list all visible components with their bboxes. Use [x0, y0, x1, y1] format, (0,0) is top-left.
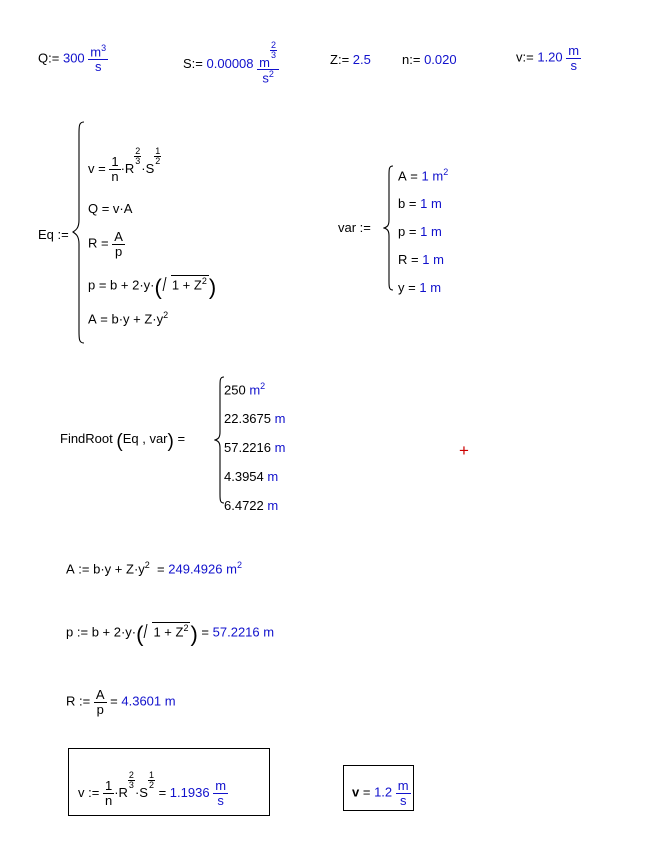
unit-numerator: m [90, 44, 102, 60]
unit-numerator: m [215, 778, 227, 794]
result-unit: m [274, 411, 286, 427]
var-op: = [410, 168, 418, 184]
result-value: 22.3675 [224, 411, 271, 427]
boxed-result-value: 1.1936 [169, 784, 210, 800]
findroot-result-item[interactable] [224, 381, 285, 397]
boxed-check-value: 1.2 [374, 784, 393, 800]
result-unit: m [249, 382, 261, 398]
var-guess-p[interactable] [398, 224, 448, 239]
result-A[interactable]: A := $b\cdot y + Z\cdot y^2 = 249.4926$ $m^2$ [66, 560, 242, 577]
result-value: 4.3601 [121, 693, 162, 709]
boxed-result-unit [213, 779, 228, 807]
boxed-check-name: v [352, 784, 360, 800]
var-op: = [411, 252, 419, 268]
result-unit: m [164, 693, 176, 709]
var-unit: m [433, 252, 444, 268]
definition-Q-name: Q [38, 50, 49, 66]
result-p[interactable]: p := b + 2·y·( $1 + Z^2) = 57.2216$ m [66, 621, 275, 647]
definition-v-op: := [522, 49, 534, 65]
result-op: := [78, 561, 90, 577]
definition-n-name: n [402, 52, 410, 67]
result-unit-exponent: 2 [236, 560, 242, 570]
var-guess-A[interactable] [398, 167, 448, 183]
result-equals: = [201, 624, 210, 640]
findroot-args: Eq , var [122, 431, 168, 446]
var-op: = [408, 280, 416, 296]
var-value: 1 [419, 280, 427, 296]
equation-block-brace [72, 120, 86, 345]
var-value: 1 [422, 252, 430, 268]
findroot-results [224, 381, 285, 522]
definition-S-op: := [191, 56, 203, 72]
equation-item-A[interactable]: $A = b\cdot y + Z\cdot y^2$ [88, 310, 169, 327]
var-block-label: var := [338, 220, 371, 235]
findroot-result-item[interactable] [224, 411, 285, 426]
unit-denominator-exponent: 2 [268, 69, 274, 80]
var-value: 1 [420, 196, 428, 212]
boxed-result-op: := [88, 784, 100, 800]
definition-v-unit [566, 44, 581, 72]
unit-numerator: m [397, 778, 409, 793]
findroot-result-item[interactable] [224, 440, 285, 455]
result-R[interactable]: R := $\frac{A}{p}$ = 4.3601 m [66, 687, 176, 717]
equation-item-R[interactable]: R = $\frac{A}{p}$ [88, 229, 123, 260]
boxed-result-equals: = [158, 784, 167, 800]
definition-S-name: S [183, 56, 192, 72]
equation-item-v[interactable]: v = $\frac{1}{n}$ ·R $\frac{2}{3}$ ·S $\frac{1}{2}$ [88, 146, 161, 184]
result-op: := [76, 624, 89, 640]
var-unit: m [430, 224, 442, 240]
cursor-crosshair: + [459, 441, 469, 460]
definition-v[interactable] [516, 44, 581, 72]
unit-denominator: s [570, 57, 577, 73]
definition-n-value: 0.020 [424, 52, 457, 67]
result-equals: = [157, 561, 165, 577]
var-name: A [398, 168, 407, 184]
unit-denominator: s [217, 792, 224, 808]
findroot-result-item[interactable] [224, 469, 285, 484]
definition-Q[interactable] [38, 44, 108, 74]
unit-denominator: s [94, 58, 102, 74]
var-value: 1 [420, 224, 428, 240]
definition-Q-unit [88, 44, 108, 74]
unit-numerator: m [259, 54, 270, 70]
boxed-check[interactable] [352, 779, 411, 807]
var-guess-list [398, 167, 448, 304]
boxed-result[interactable]: v := $\frac{1}{n}$ ·R $\frac{2}{3}$ ·S $\frac{1}{2}$ = 1.1936 $\frac{m}{s}$ [78, 770, 227, 808]
result-value: 6.4722 [224, 498, 264, 514]
definition-n[interactable] [402, 52, 457, 67]
result-name: A [66, 561, 75, 577]
var-op: = [408, 196, 417, 212]
findroot-expression[interactable]: FindRoot (Eq , var) = [60, 431, 186, 452]
definition-Q-op: := [48, 50, 60, 66]
unit-numerator-exponent: 3 [101, 43, 107, 53]
result-unit-exponent: 2 [260, 381, 266, 391]
boxed-check-op: = [362, 784, 371, 800]
result-value: 57.2216 [212, 624, 260, 640]
definition-Q-value: 300 [62, 50, 85, 66]
var-block-brace [383, 164, 395, 292]
var-name: p [398, 224, 406, 240]
var-unit: m [430, 280, 442, 296]
result-value: 4.3954 [224, 469, 264, 485]
equation-list [88, 146, 217, 335]
result-value: 57.2216 [224, 440, 271, 456]
unit-denominator: s [399, 792, 407, 808]
result-value: 250 [224, 382, 246, 398]
result-unit: m [226, 561, 237, 577]
var-name: b [398, 196, 406, 212]
definition-S-unit: m $\frac{2}{3}$ $s^2$ [257, 44, 279, 85]
var-op: = [408, 224, 417, 240]
var-unit-exponent: 2 [443, 167, 449, 177]
var-unit: m [432, 168, 444, 184]
findroot-result-item[interactable] [224, 498, 285, 513]
unit-numerator: m [568, 43, 580, 58]
result-unit: m [263, 624, 275, 640]
definition-v-name: v [516, 49, 523, 65]
findroot-equals: = [177, 431, 186, 446]
result-name: R [66, 693, 76, 709]
definition-n-op: := [409, 52, 421, 67]
equation-item-Q[interactable]: Q = v·A [88, 201, 133, 217]
var-unit: m [430, 196, 442, 212]
unit-denominator: s [262, 70, 269, 86]
result-equals: = [110, 693, 118, 709]
var-guess-b[interactable] [398, 196, 448, 211]
equation-item-p[interactable]: p = b + 2·y·( $1 + Z^2$) [88, 274, 217, 300]
result-name: p [66, 624, 74, 640]
var-guess-y[interactable] [398, 280, 448, 295]
result-op: := [79, 693, 91, 709]
definition-S-value: 0.00008 [206, 56, 254, 72]
definition-v-value: 1.20 [537, 49, 563, 65]
definition-Z-value: 2.5 [352, 52, 371, 67]
result-value: 249.4926 [168, 561, 223, 577]
boxed-result-name: v [78, 784, 85, 800]
var-name: R [398, 252, 408, 268]
definition-Z-name: Z [330, 52, 338, 67]
findroot-label: FindRoot [60, 431, 113, 446]
result-unit: m [267, 498, 279, 514]
definition-Z[interactable] [330, 52, 371, 67]
var-name: y [398, 280, 405, 296]
definition-S[interactable] [183, 40, 279, 86]
result-unit: m [267, 469, 279, 485]
boxed-check-unit [396, 779, 411, 807]
result-unit: m [274, 440, 286, 456]
definition-Z-op: := [337, 52, 350, 67]
var-value: 1 [421, 168, 429, 184]
equation-block-label: Eq := [38, 227, 69, 242]
var-guess-R[interactable] [398, 252, 448, 267]
